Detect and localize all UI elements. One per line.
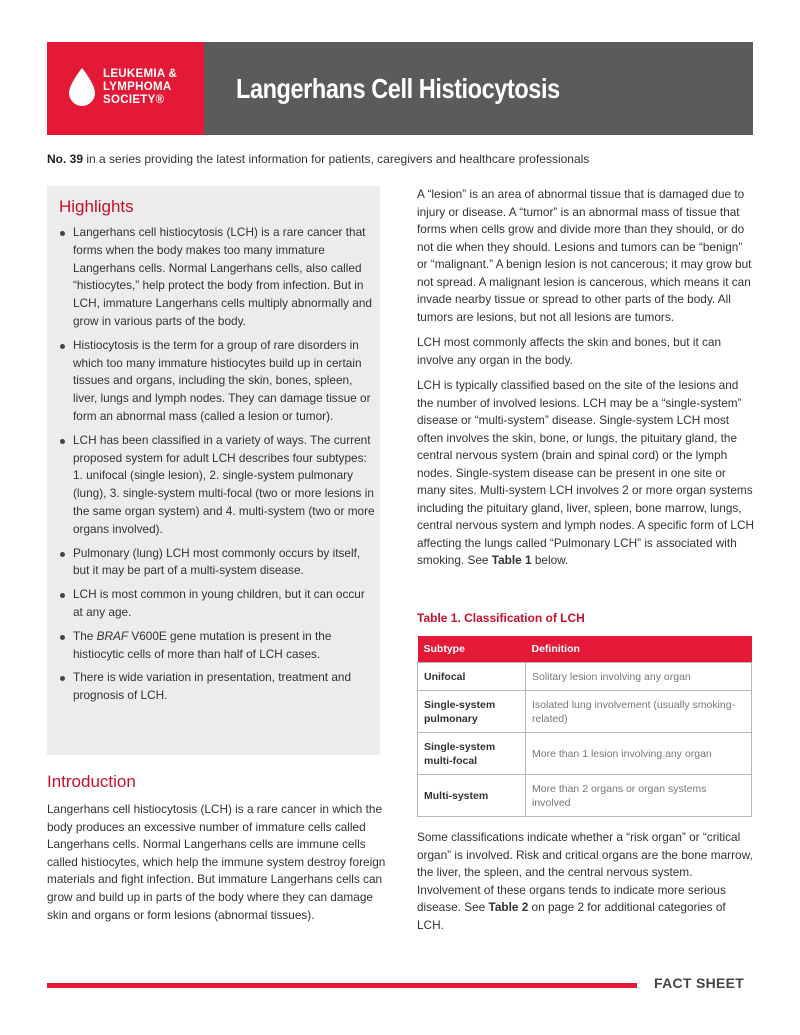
table-row bbox=[418, 733, 752, 775]
fact-sheet-label: FACT SHEET bbox=[654, 975, 745, 991]
affects-paragraph: LCH most commonly affects the skin and bones, but it can involve any organ in the body. bbox=[417, 335, 722, 367]
series-number: No. 39 bbox=[47, 152, 84, 166]
table-1-title: Table 1. Classification of LCH bbox=[417, 611, 585, 625]
table-cell-subtype: Single-system pulmonary bbox=[418, 691, 526, 733]
table-cell-definition: More than 2 organs or organ systems involved bbox=[526, 775, 752, 817]
table-cell-subtype: Single-system multi-focal bbox=[418, 733, 526, 775]
table-cell-definition: Solitary lesion involving any organ bbox=[526, 663, 752, 691]
table-cell-subtype: Unifocal bbox=[418, 663, 526, 691]
highlight-item: Langerhans cell histiocytosis (LCH) is a rare cancer that forms when the body makes too many immature Langerhans cells. Normal Langerhans cells, also called “histiocytes,” help protect the body from infection. But in LCH, immature Langerhans cells multiply abnormally and grow in various parts of the body. bbox=[59, 224, 377, 331]
table-1-ref: Table 1 bbox=[491, 553, 532, 567]
right-column bbox=[417, 186, 755, 578]
highlights-list bbox=[59, 224, 377, 711]
highlight-item: Histiocytosis is the term for a group of rare disorders in which too many immature histiocytes build up in certain tissues and organs, including the skin, bones, spleen, liver, lungs and lymph nodes. They can damage tissue or form an abnormal mass (called a lesion or tumor). bbox=[59, 337, 377, 426]
gene-name: BRAF bbox=[96, 628, 129, 643]
blood-drop-icon bbox=[69, 68, 95, 106]
table-cell-subtype: Multi-system bbox=[418, 775, 526, 817]
lls-logo bbox=[47, 42, 204, 135]
highlight-item: LCH has been classified in a variety of ways. The current proposed system for adult LCH describes four subtypes: 1. unifocal (single lesion), 2. single-system pulmonary (lung), 3. single-system multi-focal (two or more lesions in the same organ system) and 4. multi-system (two or more organs involved). bbox=[59, 432, 377, 539]
footer-bar bbox=[47, 983, 637, 988]
introduction-body: Langerhans cell histiocytosis (LCH) is a rare cancer in which the body produces an excessive number of immature cells called Langerhans cells. Normal Langerhans cells are immune cells called histiocytes, which help the immune system destroy foreign materials and fight infection. But immature Langerhans cells can grow and build up in parts of the body where they can damage skin and organs or form lesions (abnormal tissues). bbox=[47, 802, 386, 922]
series-text: in a series providing the latest information for patients, caregivers and healthcare professionals bbox=[86, 152, 590, 166]
highlights-title: Highlights bbox=[59, 197, 134, 216]
highlight-item: LCH is most common in young children, but it can occur at any age. bbox=[59, 586, 377, 622]
highlights-box bbox=[47, 186, 380, 755]
logo-line-2: LYMPHOMA bbox=[103, 81, 172, 93]
table-row bbox=[418, 775, 752, 817]
highlight-item: The BRAF V600E gene mutation is present in the histiocytic cells of more than half of LCH cases. bbox=[59, 628, 377, 664]
title-banner bbox=[204, 42, 753, 135]
table-2-ref: Table 2 bbox=[488, 900, 529, 914]
table-header: Definition bbox=[526, 636, 752, 663]
page-header bbox=[47, 42, 753, 135]
lesion-paragraph: A “lesion” is an area of abnormal tissue that is damaged due to injury or disease. A “tumor” is an abnormal mass of tissue that forms when cells grow and divide more than they should, or do not die when they should. Lesions and tumors can be “benign” or “malignant.” A benign lesion is not cancerous; it may grow but not spread. A malignant lesion is cancerous, which means it can invade nearby tissue or spread to other parts of the body. All tumors are lesions, but not all lesions are tumors. bbox=[417, 187, 752, 324]
highlight-item: There is wide variation in presentation, treatment and prognosis of LCH. bbox=[59, 669, 377, 705]
risk-organ-paragraph: Some classifications indicate whether a “risk organ” or “critical organ” is involved. Risk and critical organs are the bone marrow, the liver, the spleen, and the central nervous system. Involvement of these organs tends to indicate more serious disease. See Table 2 on page 2 for additional categories of LCH. bbox=[417, 830, 753, 932]
logo-line-1: LEUKEMIA & bbox=[103, 68, 178, 80]
table-cell-definition: More than 1 lesion involving any organ bbox=[526, 733, 752, 775]
introduction-title: Introduction bbox=[47, 772, 136, 791]
logo-text bbox=[103, 68, 177, 107]
page-title: Langerhans Cell Histiocytosis bbox=[236, 73, 560, 104]
table-header-row bbox=[418, 636, 752, 663]
series-line bbox=[47, 152, 589, 166]
classification-paragraph: LCH is typically classified based on the site of the lesions and the number of involved lesions. LCH may be a “single-system” disease or “multi-system” disease. Single-system LCH most often involves the skin, bone, or lungs, the pituitary gland, the central nervous system (brain and spinal cord) or the lymph nodes. Single-system disease can be present in one site or many sites. Multi-system LCH involves 2 or more organ systems including the pituitary gland, liver, spleen, bone marrow, lungs, central nervous system and lymph nodes. A specific form of LCH affecting the lungs called “Pulmonary LCH” is associated with smoking. See Table 1 below. bbox=[417, 378, 755, 567]
highlight-item: Pulmonary (lung) LCH most commonly occurs by itself, but it may be part of a multi-system disease. bbox=[59, 545, 377, 581]
table-cell-definition: Isolated lung involvement (usually smoking-related) bbox=[526, 691, 752, 733]
logo-line-3: SOCIETY® bbox=[103, 94, 165, 106]
table-row bbox=[418, 691, 752, 733]
classification-table bbox=[417, 636, 752, 817]
table-header: Subtype bbox=[418, 636, 526, 663]
table-row bbox=[418, 663, 752, 691]
